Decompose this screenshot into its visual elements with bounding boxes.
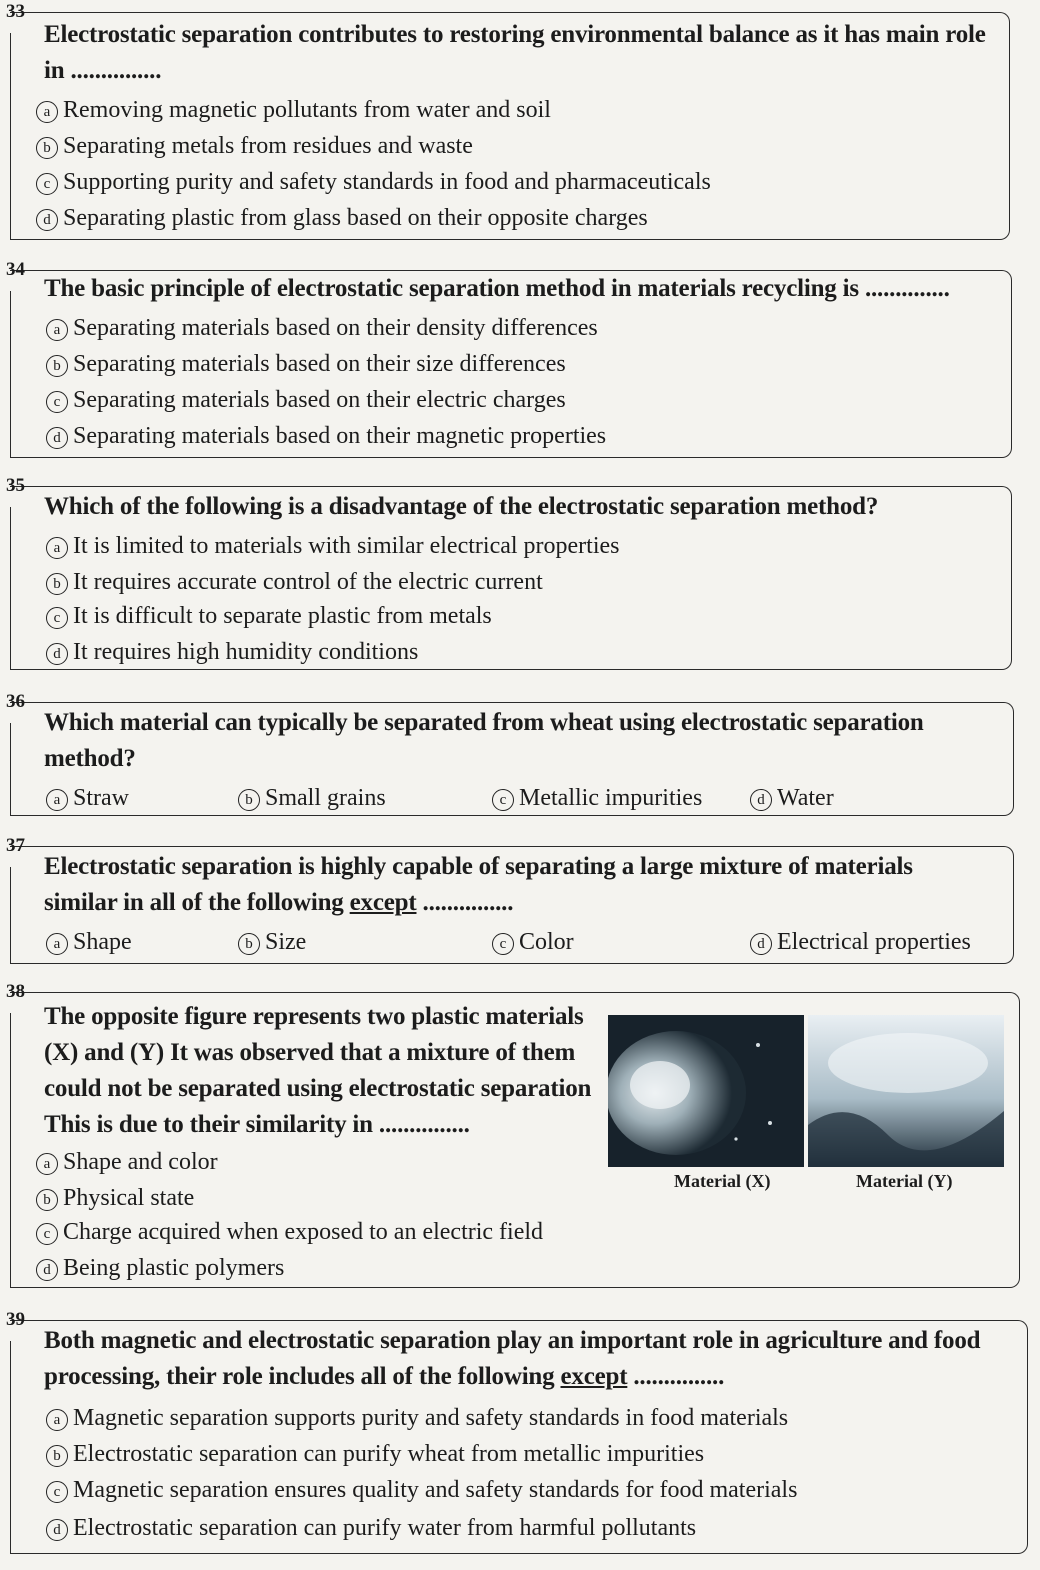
option-b[interactable] [46, 1437, 704, 1471]
option-text: Water [777, 785, 834, 811]
stem-text: Both magnetic and electrostatic separation play an important role in agriculture and food processing, their role includes all of the following [44, 1327, 981, 1390]
option-letter: b [46, 1445, 68, 1467]
option-text: Being plastic polymers [63, 1255, 285, 1281]
material-y-caption: Material (Y) [856, 1171, 953, 1191]
option-letter: c [36, 1223, 58, 1245]
option-c[interactable] [46, 383, 566, 417]
option-text: Separating materials based on their size differences [73, 351, 566, 377]
option-text: Metallic impurities [519, 785, 703, 811]
option-text: Separating materials based on their magnetic properties [73, 423, 607, 449]
question-number: 36 [6, 691, 25, 712]
option-a[interactable] [46, 925, 132, 959]
option-letter: c [46, 391, 68, 413]
option-letter: a [46, 319, 68, 341]
question-38 [6, 981, 1020, 1288]
option-letter: c [492, 933, 514, 955]
option-letter: c [46, 607, 68, 629]
option-d[interactable] [750, 781, 834, 815]
option-letter: b [36, 1189, 58, 1211]
option-letter: a [36, 101, 58, 123]
option-d[interactable] [46, 419, 606, 453]
question-stem: Which material can typically be separated from wheat using electrostatic separation method? [44, 709, 924, 772]
option-text: Color [519, 929, 574, 955]
option-letter: a [46, 789, 68, 811]
stem-blank: ............... [416, 889, 514, 916]
option-a[interactable] [36, 1145, 218, 1179]
option-letter: d [46, 427, 68, 449]
option-letter: a [36, 1153, 58, 1175]
option-c[interactable] [46, 599, 492, 633]
option-d[interactable] [750, 925, 971, 959]
option-text: Size [265, 929, 307, 955]
question-33 [6, 1, 1010, 240]
option-text: It is limited to materials with similar electrical properties [73, 533, 620, 559]
option-c[interactable] [492, 925, 574, 959]
option-letter: d [36, 1259, 58, 1281]
option-c[interactable] [492, 781, 702, 815]
question-number: 37 [6, 835, 25, 856]
option-letter: d [46, 1519, 68, 1541]
option-b[interactable] [36, 129, 473, 163]
option-d[interactable] [36, 1251, 284, 1285]
option-text: Electrostatic separation can purify water from harmful pollutants [73, 1515, 697, 1541]
question-number: 34 [6, 259, 25, 280]
question-number: 38 [6, 981, 25, 1002]
option-text: Magnetic separation supports purity and safety standards in food materials [73, 1405, 789, 1431]
option-letter: b [238, 789, 260, 811]
option-letter: a [46, 537, 68, 559]
option-text: Shape and color [63, 1149, 218, 1175]
option-c[interactable] [36, 1215, 543, 1249]
material-x-photo [608, 1015, 804, 1167]
option-text: Shape [73, 929, 132, 955]
option-d[interactable] [46, 635, 418, 669]
material-x-caption: Material (X) [674, 1171, 771, 1191]
question-39 [6, 1309, 1028, 1554]
stem-except: except [349, 889, 417, 916]
option-text: Small grains [265, 785, 386, 811]
option-letter: a [46, 1409, 68, 1431]
option-text: Supporting purity and safety standards in food and pharmaceuticals [63, 169, 711, 195]
question-stem: The opposite figure represents two plastic materials (X) and (Y) It was observed that a mixture of them could not be separated using electrostatic separation This is due to their similarity in ............... [44, 1003, 592, 1138]
option-text: It is difficult to separate plastic from metals [73, 603, 492, 629]
option-text: Electrostatic separation can purify wheat from metallic impurities [73, 1441, 705, 1467]
question-36 [6, 691, 1014, 816]
question-number: 35 [6, 475, 25, 496]
option-text: Straw [73, 785, 129, 811]
stem-except: except [560, 1363, 628, 1390]
option-d[interactable] [46, 1511, 696, 1545]
option-text: It requires high humidity conditions [73, 639, 419, 665]
option-text: Separating plastic from glass based on their opposite charges [63, 205, 648, 231]
option-text: Physical state [63, 1185, 195, 1211]
option-a[interactable] [46, 781, 129, 815]
question-number: 39 [6, 1309, 25, 1330]
option-text: Removing magnetic pollutants from water and soil [63, 97, 551, 123]
option-letter: b [238, 933, 260, 955]
option-b[interactable] [238, 781, 386, 815]
option-text: Charge acquired when exposed to an electric field [63, 1219, 544, 1245]
stem-blank: ............... [627, 1363, 725, 1390]
option-text: Electrical properties [777, 929, 971, 955]
option-text: Separating materials based on their density differences [73, 315, 598, 341]
question-number: 33 [6, 1, 25, 22]
option-letter: b [46, 355, 68, 377]
question-stem: The basic principle of electrostatic separation method in materials recycling is .............. [44, 275, 950, 302]
option-text: It requires accurate control of the electric current [73, 569, 543, 595]
option-text: Separating metals from residues and waste [63, 133, 473, 159]
material-y-photo [808, 1015, 1004, 1167]
option-letter: d [36, 209, 58, 231]
option-text: Separating materials based on their electric charges [73, 387, 566, 413]
question-34 [6, 259, 1012, 458]
option-letter: c [36, 173, 58, 195]
option-letter: d [750, 933, 772, 955]
option-b[interactable] [46, 565, 543, 599]
question-35 [6, 475, 1012, 670]
option-b[interactable] [36, 1181, 194, 1215]
option-b[interactable] [238, 925, 306, 959]
option-letter: c [492, 789, 514, 811]
option-text: Magnetic separation ensures quality and safety standards for food materials [73, 1477, 798, 1503]
option-letter: d [750, 789, 772, 811]
option-letter: b [36, 137, 58, 159]
option-letter: a [46, 933, 68, 955]
option-b[interactable] [46, 347, 566, 381]
option-a[interactable] [46, 311, 598, 345]
option-letter: d [46, 643, 68, 665]
option-a[interactable] [46, 1401, 788, 1435]
option-d[interactable] [36, 201, 648, 235]
option-letter: c [46, 1481, 68, 1503]
question-stem [44, 849, 953, 921]
question-stem: Which of the following is a disadvantage of the electrostatic separation method? [44, 493, 879, 520]
option-c[interactable] [36, 165, 711, 199]
question-stem: Electrostatic separation contributes to restoring environmental balance as it has main role in ............... [44, 21, 986, 84]
option-c[interactable] [46, 1473, 797, 1507]
question-stem [44, 1323, 1017, 1395]
question-37 [6, 835, 1014, 964]
stem-text: Electrostatic separation is highly capable of separating a large mixture of materials similar in all of the following [44, 853, 913, 916]
option-letter: b [46, 573, 68, 595]
option-a[interactable] [36, 93, 551, 127]
option-a[interactable] [46, 529, 620, 563]
